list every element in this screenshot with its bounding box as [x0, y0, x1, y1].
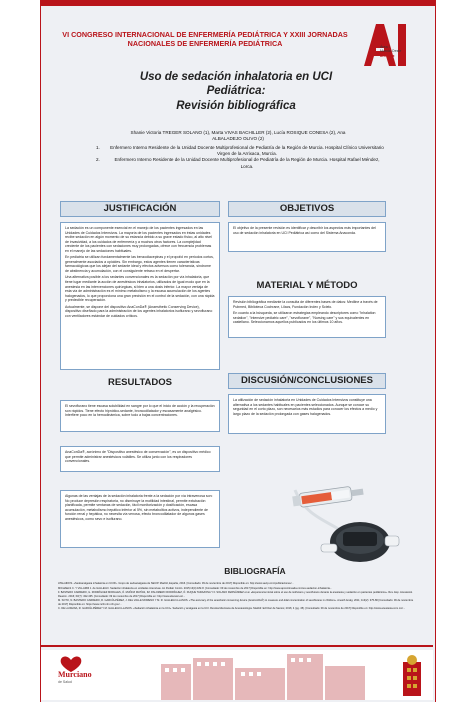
reference-item: C. DE LA REINA, R. GARCÍA-PÉREZ Y M. GALLEGO-LLANOS. «Sedación inhalatoria en la UCI». Sedación y analgesia en la UCI. Revista Mexicana de Anestesiología. Madrid: Ed Díaz de Santos; 2016; 4 (pg. 45). [Consultado: 09 de noviembre de 2017] Disponible en: http://www.anestesia.com.mx/... — [58, 607, 406, 610]
bibliografia-title: BIBLIOGRAFÍA — [224, 566, 286, 576]
poster-title — [90, 70, 382, 113]
resultados-text: El sevoflurano tiene escasa solubilidad en sangre por lo que el inicio de acción y la recuperación son rápidos. Tiene efecto hipnótico-sedante, broncodilatador y escasamente analgésico. Interfiere poco en la hemodinámica, sobre todo a bajas concentraciones. — [65, 404, 215, 418]
resultados-box-3 — [60, 490, 220, 548]
affiliation-number: 2. — [96, 157, 100, 163]
material-box — [228, 296, 386, 338]
resultados-title: RESULTADOS — [107, 377, 173, 388]
justificacion-title: JUSTIFICACIÓN — [103, 203, 177, 214]
justificacion-box — [60, 222, 220, 370]
resultados-box-1 — [60, 400, 220, 432]
authors-line1: Shanie Victoria TREGER SOLANO (1), Marta VIVAS BACHILLER (2), Lucía ROSIQUE CONESA (2), Ana — [130, 130, 346, 135]
objetivos-text: El objetivo de la presente revisión es identificar y describir los aspectos más importantes del uso de sedación inhalatoria en UCI Pediátrica así como del Sistema Anaconda. — [233, 226, 376, 235]
title-line2: Pediátrica: — [206, 85, 266, 98]
objetivos-title: OBJETIVOS — [279, 203, 335, 214]
justificacion-paragraph: La sedación es un componente esencial en el manejo de los pacientes ingresados en las Unidades de Cuidados Intensivos. La mayoría de los pacientes ingresados en éstas unidades recibe sedación en algún momento de su estancia debido a su grave estado físico, al alto nivel de invasividad, a los cuidados de enfermería y a muchos otros factores. La complejidad creciente de los pacientes con sedaciones muy prolongadas, ofrece con frecuencia problemas en el manejo de las sedaciones habituales. — [65, 226, 212, 253]
affiliation-text: Enfermero Interno Residente de la Unidad Docente Multiprofesional de Pediatría de la Región de Murcia. Hospital Rafael Méndez, Lorca. — [114, 157, 380, 169]
material-title: MATERIAL Y MÉTODO — [256, 280, 358, 291]
bibliografia-list — [58, 582, 416, 638]
title-line1: Uso de sedación inhalatoria en UCI — [139, 71, 333, 83]
footer-red-band — [41, 645, 433, 647]
discusion-text: La utilización de sedación inhalatoria en Unidades de Cuidados Intensivos constituye una alternativa a los sedantes habituales en pacientes seleccionados. Aunque se conoce su seguridad en el corto plazo, son necesarios más estudios para conocer los efectos a medio y largo plazo de la sedación prolongada con gases halogenados. — [233, 398, 378, 416]
material-paragraph: En cuanto a la búsqueda, se utilizaron estrategias empleando descriptores como "inhalation sedation", "intensive pediatric care", "sevoflurane", "Nursing care" y sus equivalentes en castellano. Seleccionamos aquellos publicados en los últimos 10 años. — [233, 311, 376, 325]
justificacion-paragraph: Actualmente, se dispone del dispositivo AnaConDa® (Anaesthetic Conserving Device), dispositivo diseñado para la administración de los agentes inhalatorios isoflurano y sevoflurano con ventiladores estándar de cuidados críticos. — [65, 304, 213, 318]
justificacion-paragraph: Una alternativa posible a los sedantes convencionales es la sedación por vía inhalatoria, que tiene lugar mediante la acción de anestésicos inhalatorios, utilizados de igual modo que en la anestesia en las intervenciones quirúrgicas, si bien a una dosis inferior. La mayor ventaja de esta vía de administración es el mínimo metabolismo y la escasa acumulación de los agentes halogenados, lo que proporciona una gran precisión en el control de la sedación, con una rápida y predecible recuperación. — [65, 275, 215, 303]
resultados-text: AnaConDa®, acrónimo de "Dispositivo anestésico de conservación", es un dispositivo médico que permite administrar anestésicos volátiles. Se utiliza junto con los respiradores convencionales. — [65, 450, 211, 464]
top-red-band — [40, 0, 436, 6]
logo-caption-line2: Murcia Oeste — [380, 49, 402, 54]
anaconda-device-illustration — [285, 470, 405, 580]
authors-line2: ALBALADEJO OLIVO (2) — [212, 136, 264, 142]
logo-caption-line1: Área I — [380, 45, 390, 49]
anaconda-device-image — [285, 470, 405, 580]
hospital-building-graphic — [161, 654, 365, 700]
authors — [88, 130, 388, 142]
discusion-title: DISCUSIÓN/CONCLUSIONES — [241, 375, 373, 386]
discusion-box — [228, 394, 386, 434]
affiliations — [96, 145, 384, 170]
footer — [41, 650, 433, 700]
footer-decoration — [41, 650, 433, 700]
conference-title: VI CONGRESO INTERNACIONAL DE ENFERMERÍA PEDIÁTRICA Y XXIII JORNADAS NACIONALES DE ENFERMERÍA PEDIÁTRICA — [62, 30, 348, 48]
sms-logo-top: Servicio — [64, 660, 77, 664]
reference-item: F. BASTERO CARRERO, G. RODRÍGUEZ MORALES, Ó. MUÑOZ MATÍAS, IM. PALOMERO RODRÍGUEZ, Ó. DUQUE TARAZONA Y F. SOLANO FERNÁNDEZ et al. «Experiencia inicial sobre el uso de isoflurano y sevoflurano durante la anestesia y sedación en pacientes pediátricos». Rev. Esp. Anestesiol. Reanim. 2016; 63(7): 432-435. [Consultado: 09 de noviembre de 2017] Disponible en: http://www.elsevier.es/... — [58, 591, 413, 598]
resultados-box-2 — [60, 446, 220, 472]
logo-caption-line3: Arrixaca — [380, 53, 395, 58]
affiliation-item — [96, 157, 384, 169]
title-line3: Revisión bibliográfica — [176, 99, 296, 112]
affiliation-text: Enfermero Interno Residente de la Unidad Docente Multiprofesional de Pediatría de la Región de Murcia. Hospital Clínico Universitario Virgen de la Arrixaca, Murcia. — [110, 145, 384, 157]
affiliation-number: 1. — [96, 145, 100, 150]
sms-logo-sub: de Salud — [58, 680, 72, 684]
area-logo-caption — [380, 45, 428, 58]
affiliation-item — [96, 145, 384, 157]
objetivos-box — [228, 222, 386, 252]
justificacion-paragraph: En pediatría se utilizan fundamentalmente las benzodiacepinas y el propofol en periodos cortos, generalmente asociados a opioides. Sin embargo, estos agentes tienen características farmacológicas que los alejan del sedante ideal y efectos adversos como tolerancia, síndrome de abstinencia y acumulación, con el consiguiente retraso en el despertar. — [65, 255, 214, 273]
reference-item: M. SOTO, N. BASTERO CARRERO, R. GARCÍA-PÉREZ, J. DEL VALLE MORENO Y M. R. GALLEGO-LLANOS. «The accuracy of the anesthetic conserving device (AnaConDa®) to measure end-tidal concentration of sevoflurane in children». Anesth Analg. 2011; 113(2): 375-80 [Consultado: 09 de noviembre de 2017] Disponible en: https://www.ncbi.nlm.nih.gov/... — [58, 599, 414, 606]
reference-item: ATALAIDOS. «Sedoanalgesia inhalatoria en UCIP». Grupo de sedoanalgesia de SECIP. Madrid, España, 2016. [Consultado: 09 de noviembre de 2017] Disponible en: http://www.secip.com/publicaciones/... — [58, 582, 294, 585]
resultados-text: Algunas de las ventajas de la sedación inhalatoria frente a la sedación por vía intravenosa son: No produce depresión respiratoria, no disminuye la motilidad intestinal, permite extubación planificada, permite ventanas de sedación, fácil monitorización y dosificación, escasa acumulación, metabolismo hepático inferior al 5%, sin metabolitos activos, independiente de función renal y hepática, no necesita vía venosa, efecto broncodilatador de algunos gases anestésicos, como sevo e isoflurano. — [65, 494, 213, 521]
region-coat-of-arms — [403, 655, 421, 696]
reference-item: MICHAELS C. Y VILLARDI J. de GALLEGO. Sedación inhalatoria en unidades intensivas. An Pediatr Contin. 2015;13(4):182-8. [Consultado: 09 de noviembre de 2017] Disponible en: http://www.apcontinuada.com/es-sedacion-inhalatoria... — [58, 586, 332, 590]
material-paragraph: Revisión bibliográfica mediante la consulta de diferentes bases de datos: Medline a través de Pubmed, Biblioteca Cochrane, Lilacs, Fundación Index y Scielo. — [233, 300, 378, 309]
sms-logo-name: Murciano — [58, 670, 92, 679]
